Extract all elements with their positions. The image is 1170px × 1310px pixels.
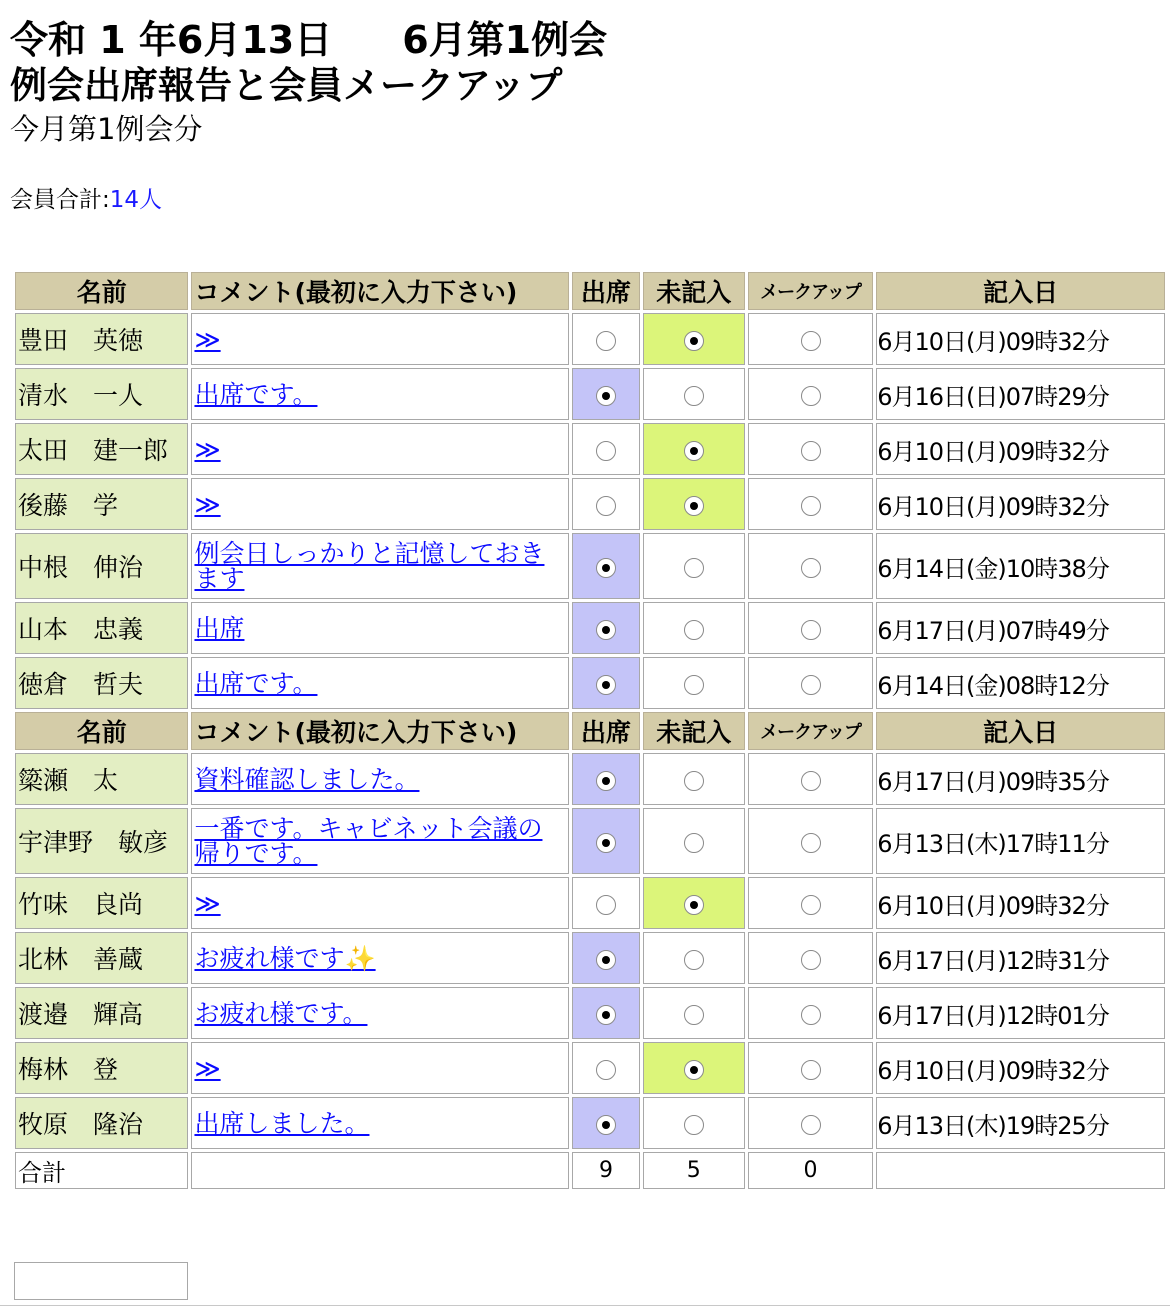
not-recorded-cell	[643, 368, 745, 420]
meeting-title: 6月第1例会	[402, 18, 608, 62]
entry-date: 6月17日(月)12時31分	[876, 932, 1165, 984]
entry-date: 6月13日(木)19時25分	[876, 1097, 1165, 1149]
attend-radio[interactable]	[596, 620, 616, 640]
member-name: 牧原 隆治	[15, 1097, 188, 1149]
makeup-radio[interactable]	[801, 496, 821, 516]
makeup-radio[interactable]	[801, 675, 821, 695]
not-recorded-radio[interactable]	[684, 496, 704, 516]
attend-radio[interactable]	[596, 558, 616, 578]
not-recorded-cell	[643, 657, 745, 709]
not-recorded-cell	[643, 877, 745, 929]
comment-link[interactable]: 例会日しっかりと記憶しておきます	[194, 539, 545, 593]
attendance-table	[12, 269, 1168, 1192]
attend-cell	[572, 657, 639, 709]
attend-cell	[572, 423, 639, 475]
makeup-radio[interactable]	[801, 895, 821, 915]
member-name: 簗瀬 太	[15, 753, 188, 805]
attend-cell	[572, 478, 639, 530]
table-row	[15, 808, 1165, 874]
not-recorded-radio[interactable]	[684, 1115, 704, 1135]
comment-link[interactable]: 出席です。	[194, 668, 318, 698]
member-total-value: 14人	[109, 187, 163, 213]
entry-date: 6月16日(日)07時29分	[876, 368, 1165, 420]
attend-radio[interactable]	[596, 1005, 616, 1025]
table-row	[15, 753, 1165, 805]
totals-comment-empty	[191, 1152, 569, 1189]
makeup-radio[interactable]	[801, 833, 821, 853]
member-name: 山本 忠義	[15, 602, 188, 654]
makeup-radio[interactable]	[801, 771, 821, 791]
not-recorded-radio[interactable]	[684, 1060, 704, 1080]
column-header-attend: 出席	[572, 272, 639, 310]
comment-link[interactable]: ≫	[194, 1053, 221, 1083]
comment-link[interactable]: お疲れ様です。	[194, 998, 368, 1028]
entry-date: 6月10日(月)09時32分	[876, 478, 1165, 530]
entry-date: 6月17日(月)09時35分	[876, 753, 1165, 805]
not-recorded-radio[interactable]	[684, 771, 704, 791]
not-recorded-cell	[643, 987, 745, 1039]
member-name: 竹味 良尚	[15, 877, 188, 929]
not-recorded-cell	[643, 478, 745, 530]
comment-link[interactable]: ≫	[194, 434, 221, 464]
member-name: 清水 一人	[15, 368, 188, 420]
comment-link[interactable]: ≫	[194, 324, 221, 354]
makeup-cell	[748, 808, 873, 874]
member-name: 中根 伸治	[15, 533, 188, 599]
comment-link[interactable]: 一番です。キャビネット会議の帰りです。	[194, 814, 543, 868]
column-header-date: 記入日	[876, 272, 1165, 310]
comment-cell	[191, 1097, 569, 1149]
attend-radio[interactable]	[596, 833, 616, 853]
table-row	[15, 313, 1165, 365]
member-name: 宇津野 敏彦	[15, 808, 188, 874]
comment-cell	[191, 423, 569, 475]
table-row	[15, 423, 1165, 475]
member-name: 北林 善蔵	[15, 932, 188, 984]
makeup-cell	[748, 753, 873, 805]
attend-radio[interactable]	[596, 441, 616, 461]
makeup-cell	[748, 602, 873, 654]
column-header-name: 名前	[15, 272, 188, 310]
comment-cell	[191, 602, 569, 654]
makeup-cell	[748, 877, 873, 929]
makeup-radio[interactable]	[801, 386, 821, 406]
makeup-cell	[748, 1097, 873, 1149]
makeup-cell	[748, 1042, 873, 1094]
not-recorded-radio[interactable]	[684, 441, 704, 461]
not-recorded-cell	[643, 1042, 745, 1094]
attend-cell	[572, 602, 639, 654]
comment-link[interactable]: 出席	[194, 613, 245, 643]
makeup-cell	[748, 423, 873, 475]
attend-radio[interactable]	[596, 950, 616, 970]
attend-cell	[572, 368, 639, 420]
member-name: 太田 建一郎	[15, 423, 188, 475]
attend-radio[interactable]	[596, 895, 616, 915]
attend-cell	[572, 987, 639, 1039]
comment-cell	[191, 808, 569, 874]
column-header-not-recorded: 未記入	[643, 712, 745, 750]
attend-cell	[572, 313, 639, 365]
not-recorded-radio[interactable]	[684, 950, 704, 970]
attend-radio[interactable]	[596, 1060, 616, 1080]
comment-cell	[191, 368, 569, 420]
entry-date: 6月17日(月)07時49分	[876, 602, 1165, 654]
comment-cell	[191, 877, 569, 929]
not-recorded-cell	[643, 313, 745, 365]
column-header-name: 名前	[15, 712, 188, 750]
page-subtitle: 今月第1例会分	[10, 112, 203, 146]
divider	[0, 1305, 1170, 1306]
entry-date: 6月10日(月)09時32分	[876, 877, 1165, 929]
column-header-comment: コメント(最初に入力下さい)	[191, 712, 569, 750]
makeup-radio[interactable]	[801, 558, 821, 578]
makeup-radio[interactable]	[801, 331, 821, 351]
column-header-makeup: メークアップ	[748, 712, 873, 750]
attend-radio[interactable]	[596, 386, 616, 406]
comment-cell	[191, 478, 569, 530]
not-recorded-radio[interactable]	[684, 558, 704, 578]
attend-radio[interactable]	[596, 675, 616, 695]
column-header-date: 記入日	[876, 712, 1165, 750]
table-row	[15, 368, 1165, 420]
entry-date: 6月10日(月)09時32分	[876, 423, 1165, 475]
comment-cell	[191, 987, 569, 1039]
totals-date-empty	[876, 1152, 1165, 1189]
note-input-box[interactable]	[14, 1262, 188, 1300]
attend-cell	[572, 753, 639, 805]
entry-date: 6月10日(月)09時32分	[876, 1042, 1165, 1094]
table-row	[15, 932, 1165, 984]
totals-label: 合計	[15, 1152, 188, 1189]
makeup-cell	[748, 987, 873, 1039]
makeup-cell	[748, 932, 873, 984]
makeup-radio[interactable]	[801, 1115, 821, 1135]
makeup-radio[interactable]	[801, 620, 821, 640]
not-recorded-cell	[643, 932, 745, 984]
attend-radio[interactable]	[596, 496, 616, 516]
member-total-label: 会員合計:	[10, 187, 110, 213]
table-row	[15, 877, 1165, 929]
not-recorded-cell	[643, 423, 745, 475]
table-row	[15, 1097, 1165, 1149]
attend-cell	[572, 808, 639, 874]
makeup-cell	[748, 313, 873, 365]
column-header-makeup: メークアップ	[748, 272, 873, 310]
date-title: 令和 1 年6月13日	[10, 18, 333, 62]
totals-row	[15, 1152, 1165, 1189]
makeup-cell	[748, 533, 873, 599]
table-row	[15, 602, 1165, 654]
entry-date: 6月10日(月)09時32分	[876, 313, 1165, 365]
page-title: 例会出席報告と会員メークアップ	[10, 64, 563, 107]
comment-cell	[191, 753, 569, 805]
table-row	[15, 478, 1165, 530]
attend-radio[interactable]	[596, 771, 616, 791]
makeup-cell	[748, 368, 873, 420]
total-not-recorded: 5	[643, 1152, 745, 1189]
entry-date: 6月14日(金)10時38分	[876, 533, 1165, 599]
not-recorded-radio[interactable]	[684, 895, 704, 915]
attend-radio[interactable]	[596, 331, 616, 351]
page-date-title	[10, 16, 607, 64]
makeup-radio[interactable]	[801, 1005, 821, 1025]
attend-radio[interactable]	[596, 1115, 616, 1135]
attend-cell	[572, 1097, 639, 1149]
not-recorded-cell	[643, 602, 745, 654]
not-recorded-cell	[643, 533, 745, 599]
attend-cell	[572, 533, 639, 599]
table-row	[15, 987, 1165, 1039]
not-recorded-radio[interactable]	[684, 675, 704, 695]
comment-cell	[191, 932, 569, 984]
member-name: 徳倉 哲夫	[15, 657, 188, 709]
not-recorded-radio[interactable]	[684, 620, 704, 640]
comment-link[interactable]: 資料確認しました。	[194, 764, 420, 794]
makeup-radio[interactable]	[801, 950, 821, 970]
comment-link[interactable]: お疲れ様です✨	[194, 943, 376, 973]
member-name: 後藤 学	[15, 478, 188, 530]
not-recorded-cell	[643, 753, 745, 805]
makeup-radio[interactable]	[801, 1060, 821, 1080]
not-recorded-radio[interactable]	[684, 1005, 704, 1025]
column-header-attend: 出席	[572, 712, 639, 750]
makeup-cell	[748, 478, 873, 530]
comment-link[interactable]: 出席しました。	[194, 1108, 370, 1138]
not-recorded-radio[interactable]	[684, 386, 704, 406]
column-header-comment: コメント(最初に入力下さい)	[191, 272, 569, 310]
entry-date: 6月17日(月)12時01分	[876, 987, 1165, 1039]
comment-cell	[191, 313, 569, 365]
makeup-cell	[748, 657, 873, 709]
table-row	[15, 533, 1165, 599]
table-row	[15, 1042, 1165, 1094]
not-recorded-cell	[643, 808, 745, 874]
not-recorded-cell	[643, 1097, 745, 1149]
comment-link[interactable]: 出席です。	[194, 379, 318, 409]
comment-cell	[191, 533, 569, 599]
member-name: 梅林 登	[15, 1042, 188, 1094]
column-header-not-recorded: 未記入	[643, 272, 745, 310]
attend-cell	[572, 877, 639, 929]
entry-date: 6月14日(金)08時12分	[876, 657, 1165, 709]
comment-cell	[191, 657, 569, 709]
comment-link[interactable]: ≫	[194, 489, 221, 519]
member-name: 豊田 英徳	[15, 313, 188, 365]
not-recorded-radio[interactable]	[684, 833, 704, 853]
table-header-row	[15, 272, 1165, 310]
table-header-row	[15, 712, 1165, 750]
attend-cell	[572, 1042, 639, 1094]
member-total	[10, 183, 162, 217]
member-name: 渡邉 輝高	[15, 987, 188, 1039]
comment-cell	[191, 1042, 569, 1094]
total-attend: 9	[572, 1152, 639, 1189]
makeup-radio[interactable]	[801, 441, 821, 461]
total-makeup: 0	[748, 1152, 873, 1189]
not-recorded-radio[interactable]	[684, 331, 704, 351]
entry-date: 6月13日(木)17時11分	[876, 808, 1165, 874]
comment-link[interactable]: ≫	[194, 888, 221, 918]
attend-cell	[572, 932, 639, 984]
table-row	[15, 657, 1165, 709]
